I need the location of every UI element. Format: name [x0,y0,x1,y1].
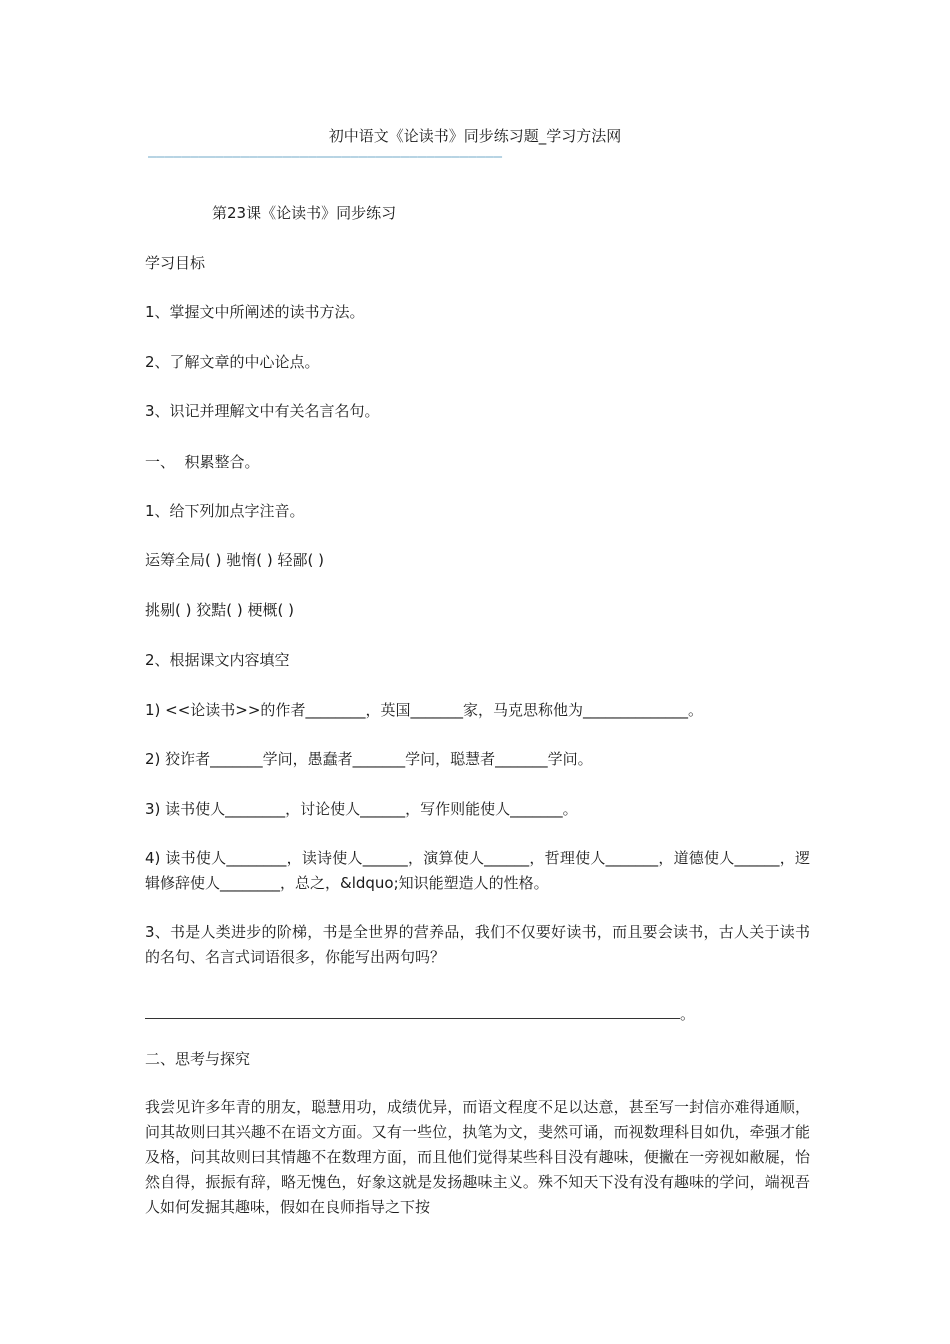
answer-blank [145,1004,695,1024]
question-2: 2、根据课文内容填空 [145,651,290,669]
document-title: 初中语文《论读书》同步练习题_学习方法网 [328,127,622,145]
fill-blank-item: 1) <<论读书>>的作者________，英国_______家，马克思称他为______________。 [145,701,703,719]
fill-blank-item: 4) 读书使人________，读诗使人______，演算使人______，哲理使人_______，道德使人______，逻辑修辞使人________，总之，&ldquo;知识能塑造人的性格。 [145,849,810,892]
question-3: 3、书是人类进步的阶梯，书是全世界的营养品，我们不仅要好读书，而且要会读书，古人关于读书的名句、名言式词语很多，你能写出两句吗？ [145,923,810,966]
answer-underline [145,1004,680,1019]
reading-passage: 我尝见许多年青的朋友，聪慧用功，成绩优异，而语文程度不足以达意，甚至写一封信亦难得通顺，问其故则曰其兴趣不在语文方面。又有一些位，执笔为文，斐然可诵，而视数理科目如仇，牵强才能及格，问其故则曰其情趣不在数理方面，而且他们觉得某些科目没有趣味，便撇在一旁视如敝屣，怡然自得，振振有辞，略无愧色，好象这就是发扬趣味主义。殊不知天下没有没有趣味的学问，端视吾人如何发掘其趣味，假如在良师指导之下按 [145,1098,810,1216]
fill-blank-item: 3) 读书使人________，讨论使人______，写作则能使人_______。 [145,800,578,818]
pinyin-row: 运筹全局( ) 驰惰( ) 轻鄙( ) [145,551,324,569]
objectives-heading: 学习目标 [145,254,206,272]
objective-item: 2、了解文章的中心论点。 [145,353,320,371]
answer-end-mark: 。 [680,1005,696,1023]
section-heading-2: 二、思考与探究 [145,1050,251,1068]
title-divider: —————————————————————————————————————————— [148,149,503,165]
objective-item: 3、识记并理解文中有关名言名句。 [145,402,380,420]
pinyin-row: 挑剔( ) 狡黠( ) 梗概( ) [145,601,294,619]
section-heading-1: 一、 积累整合。 [145,453,260,471]
lesson-title: 第23课《论读书》同步练习 [212,204,397,222]
fill-blank-item: 2) 狡诈者_______学问，愚蠢者_______学问，聪慧者_______学问。 [145,750,593,768]
question-1: 1、给下列加点字注音。 [145,502,305,520]
objective-item: 1、掌握文中所阐述的读书方法。 [145,303,365,321]
